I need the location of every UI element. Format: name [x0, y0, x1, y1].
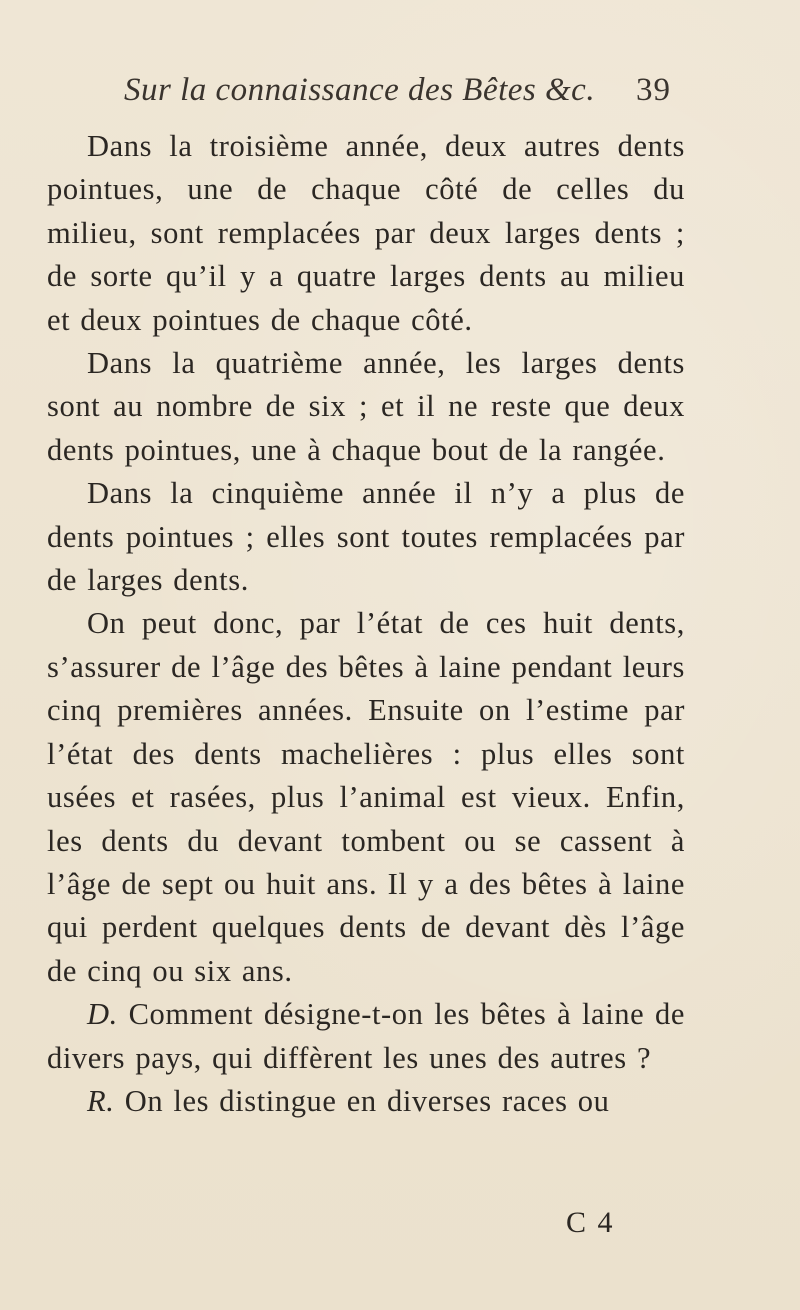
page-number: 39: [636, 72, 671, 108]
running-title: Sur la connaissance des Bêtes &c.: [124, 72, 596, 108]
paragraph-text: Dans la quatrième année, les larges dents sont au nombre de six ; et il ne reste que deux dents pointues, une à chaque bout de la rangée.: [47, 346, 685, 467]
signature-mark: C 4: [566, 1206, 615, 1239]
running-head: [0, 68, 800, 112]
paragraph-text: On les distingue en diverses races ou: [124, 1083, 610, 1118]
paragraph-third-year: [47, 125, 685, 342]
answer-label: R.: [87, 1083, 115, 1118]
paragraph-answer: [47, 1080, 685, 1123]
paragraph-text: Dans la troisième année, deux autres dents pointues, une de chaque côté de celles du milieu, sont remplacées par deux larges dents ; de sorte qu’il y a quatre larges dents au milieu et deux pointues de chaque côté.: [47, 129, 685, 337]
paragraph-text: Dans la cinquième année il n’y a plus de dents pointues ; elles sont toutes remplacées par de larges dents.: [47, 476, 685, 598]
paragraph-question: [47, 993, 685, 1080]
paragraph-age-estimation: [47, 602, 685, 993]
body-text: [47, 125, 685, 1123]
paragraph-text: Comment désigne-t-on les bêtes à laine de divers pays, qui diffèrent les unes des autres ?: [47, 997, 685, 1075]
paragraph-text: On peut donc, par l’état de ces huit dents, s’assurer de l’âge des bêtes à laine pendant leurs cinq premières années. Ensuite on l’estime par l’état des dents machelières : plus elles sont usées et rasées, plus l’animal est vieux. Enfin, les dents du devant tombent ou se cassent à l’âge de sept ou huit ans. Il y a des bêtes à laine qui perdent quelques dents de devant dès l’âge de cinq ou six ans.: [47, 606, 685, 988]
paragraph-fifth-year: [47, 472, 685, 602]
paragraph-fourth-year: [47, 342, 685, 472]
question-label: D.: [87, 997, 118, 1032]
